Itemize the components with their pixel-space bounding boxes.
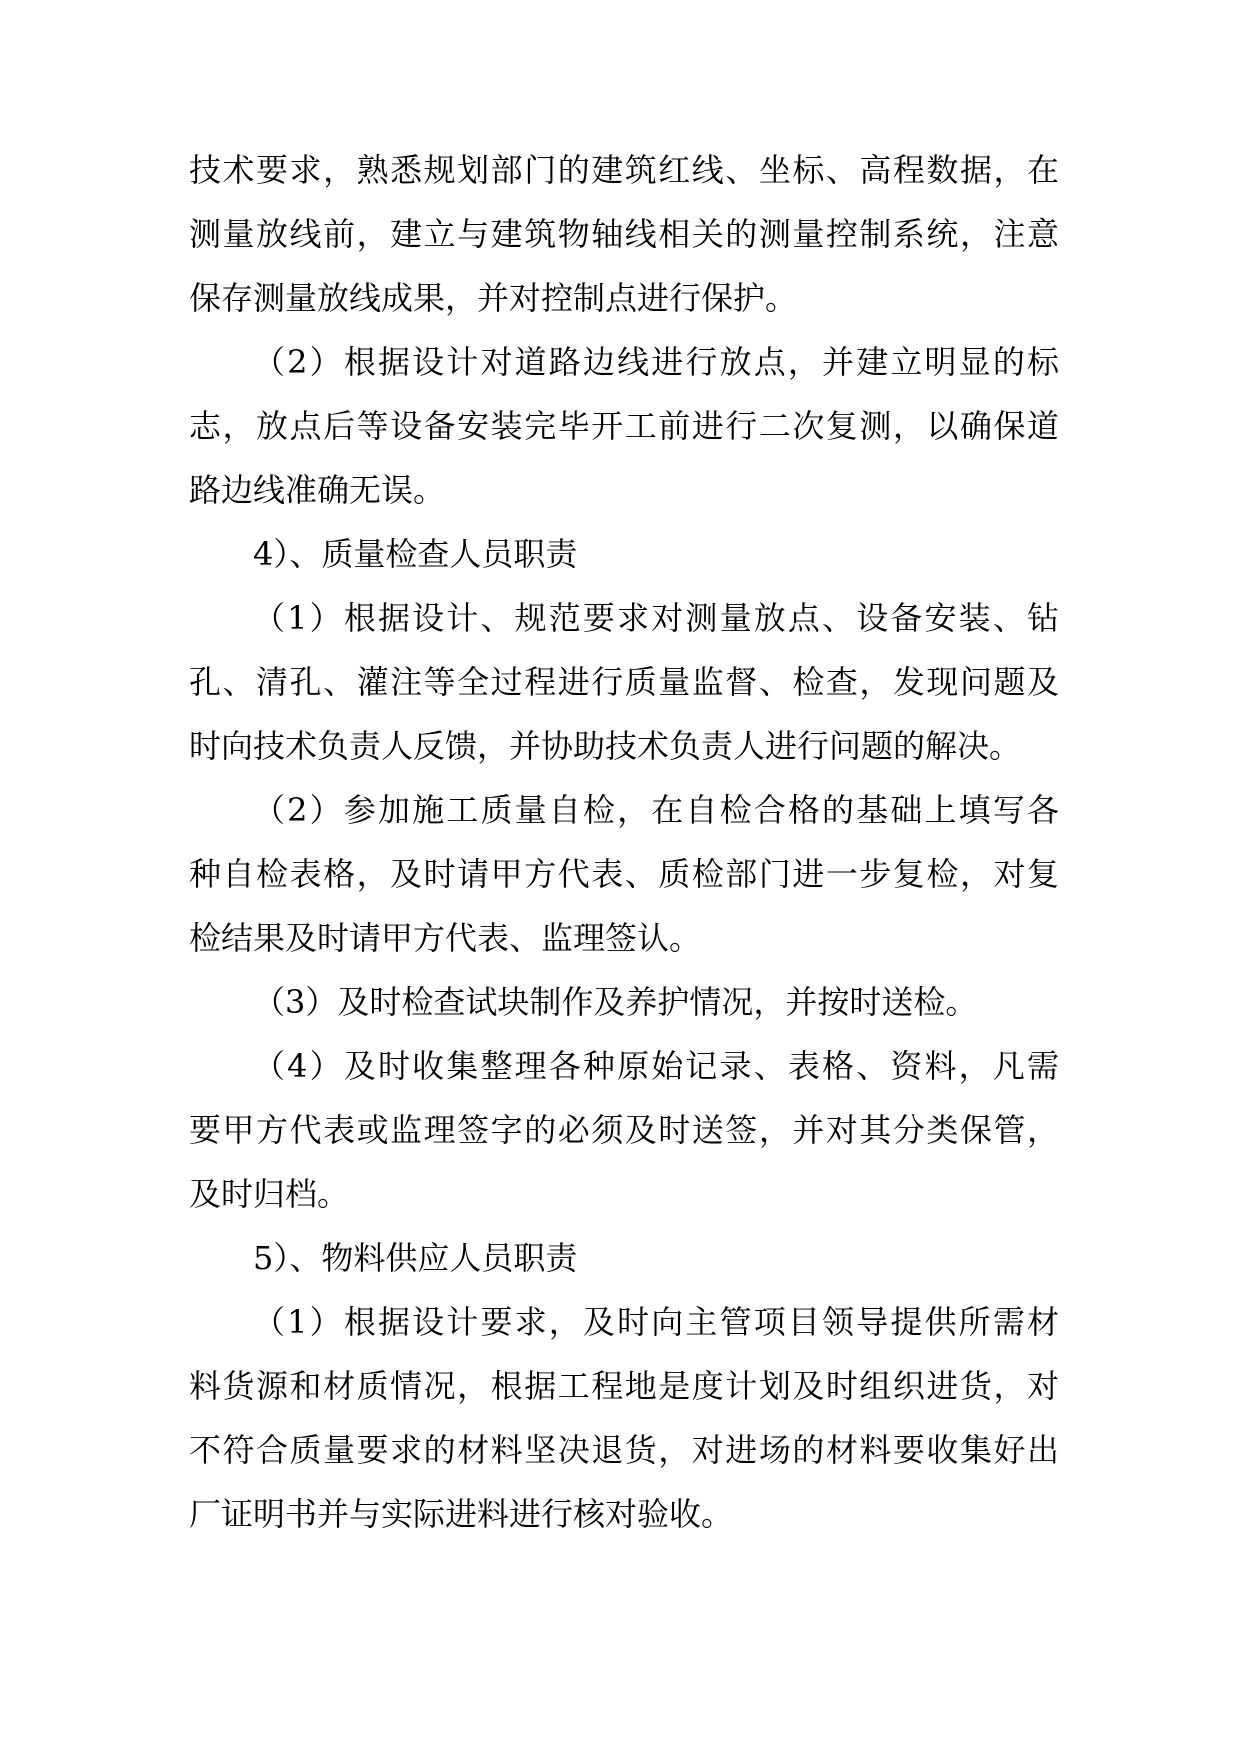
text-line: 种自检表格，及时请甲方代表、质检部门进一步复检，对复: [189, 855, 1059, 893]
section-heading: 5）、物料供应人员职责: [253, 1239, 578, 1277]
text-line: 厂证明书并与实际进料进行核对验收。: [189, 1495, 734, 1533]
text-line: （3）及时检查试块制作及养护情况，并按时送检。: [253, 983, 978, 1021]
section-heading: 4）、质量检查人员职责: [253, 535, 578, 573]
text-line: 检结果及时请甲方代表、监理签认。: [189, 919, 702, 957]
text-line: 及时归档。: [189, 1175, 350, 1213]
text-line: 孔、清孔、灌注等全过程进行质量监督、检查，发现问题及: [189, 663, 1059, 701]
text-line: 料货源和材质情况，根据工程地是度计划及时组织进货，对: [189, 1367, 1059, 1405]
text-line: （4）及时收集整理各种原始记录、表格、资料，凡需: [253, 1047, 1059, 1085]
text-line: （1）根据设计、规范要求对测量放点、设备安装、钻: [253, 599, 1059, 637]
text-line: 志，放点后等设备安装完毕开工前进行二次复测，以确保道: [189, 407, 1059, 445]
text-line: （2）根据设计对道路边线进行放点，并建立明显的标: [253, 343, 1059, 381]
text-line: 时向技术负责人反馈，并协助技术负责人进行问题的解决。: [189, 727, 1022, 765]
text-line: （1）根据设计要求，及时向主管项目领导提供所需材: [253, 1303, 1059, 1341]
text-line: 技术要求，熟悉规划部门的建筑红线、坐标、高程数据，在: [189, 151, 1059, 189]
text-line: 保存测量放线成果，并对控制点进行保护。: [189, 279, 798, 317]
text-line: 不符合质量要求的材料坚决退货，对进场的材料要收集好出: [189, 1431, 1059, 1469]
text-line: （2）参加施工质量自检，在自检合格的基础上填写各: [253, 791, 1059, 829]
text-line: 测量放线前，建立与建筑物轴线相关的测量控制系统，注意: [189, 215, 1059, 253]
document-body: [189, 138, 1059, 1546]
text-line: 要甲方代表或监理签字的必须及时送签，并对其分类保管，: [189, 1111, 1059, 1149]
text-line: 路边线准确无误。: [189, 471, 446, 509]
